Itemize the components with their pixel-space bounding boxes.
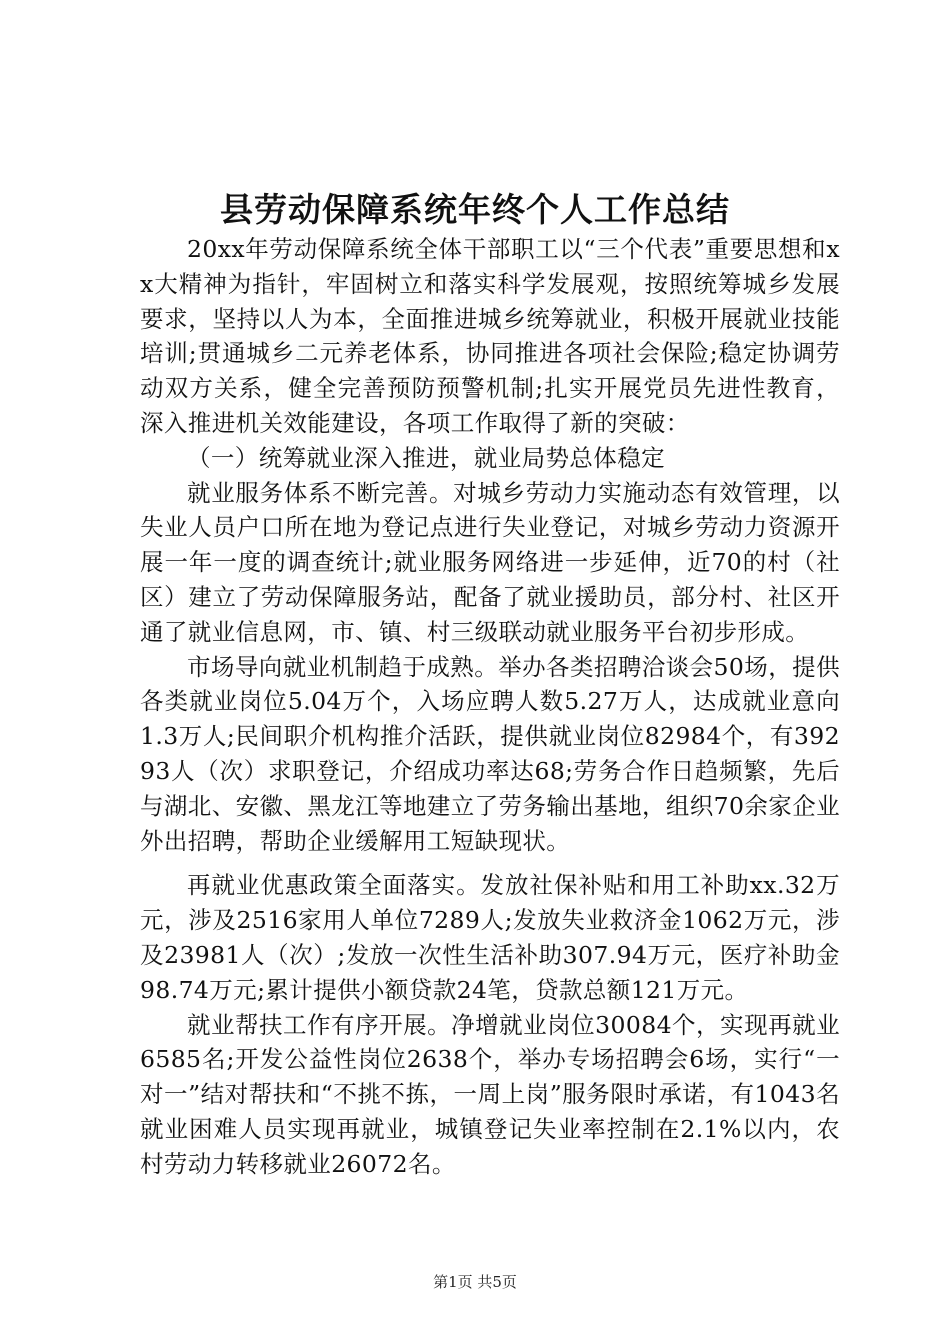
- intro-paragraph: 20xx年劳动保障系统全体干部职工以“三个代表”重要思想和xx大精神为指针，牢固树立和落实科学发展观，按照统筹城乡发展要求，坚持以人为本，全面推进城乡统筹就业，积极开展就业技能培训;贯通城乡二元养老体系，协同推进各项社会保险;稳定协调劳动双方关系，健全完善预防预警机制;扎实开展党员先进性教育，深入推进机关效能建设，各项工作取得了新的突破：: [140, 235, 840, 437]
- page-number-footer: 第1页 共5页: [433, 1273, 517, 1291]
- body-paragraph: 再就业优惠政策全面落实。发放社保补贴和用工补助xx.32万元，涉及2516家用人单位7289人;发放失业救济金1062万元，涉及23981人（次）;发放一次性生活补助307.94万元，医疗补助金98.74万元;累计提供小额贷款24笔，贷款总额121万元。: [140, 871, 840, 1004]
- body-paragraph: 就业帮扶工作有序开展。净增就业岗位30084个，实现再就业6585名;开发公益性岗位2638个，举办专场招聘会6场，实行“一对一”结对帮扶和“不挑不拣，一周上岗”服务限时承诺，有1043名就业困难人员实现再就业，城镇登记失业率控制在2.1%以内，农村劳动力转移就业26072名。: [140, 1010, 840, 1178]
- document-body: [140, 232, 840, 1182]
- document-title: 县劳动保障系统年终个人工作总结: [220, 190, 730, 229]
- body-paragraph: 市场导向就业机制趋于成熟。举办各类招聘洽谈会50场，提供各类就业岗位5.04万个，入场应聘人数5.27万人，达成就业意向1.3万人;民间职介机构推介活跃，提供就业岗位82984个，有39293人（次）求职登记，介绍成功率达68;劳务合作日趋频繁，先后与湖北、安徽、黑龙江等地建立了劳务输出基地，组织70余家企业外出招聘，帮助企业缓解用工短缺现状。: [140, 652, 840, 855]
- section-heading: （一）统筹就业深入推进，就业局势总体稳定: [187, 443, 665, 472]
- body-paragraph: 就业服务体系不断完善。对城乡劳动力实施动态有效管理，以失业人员户口所在地为登记点进行失业登记，对城乡劳动力资源开展一年一度的调查统计;就业服务网络进一步延伸，近70的村（社区）建立了劳动保障服务站，配备了就业援助员，部分村、社区开通了就业信息网，市、镇、村三级联动就业服务平台初步形成。: [140, 478, 840, 646]
